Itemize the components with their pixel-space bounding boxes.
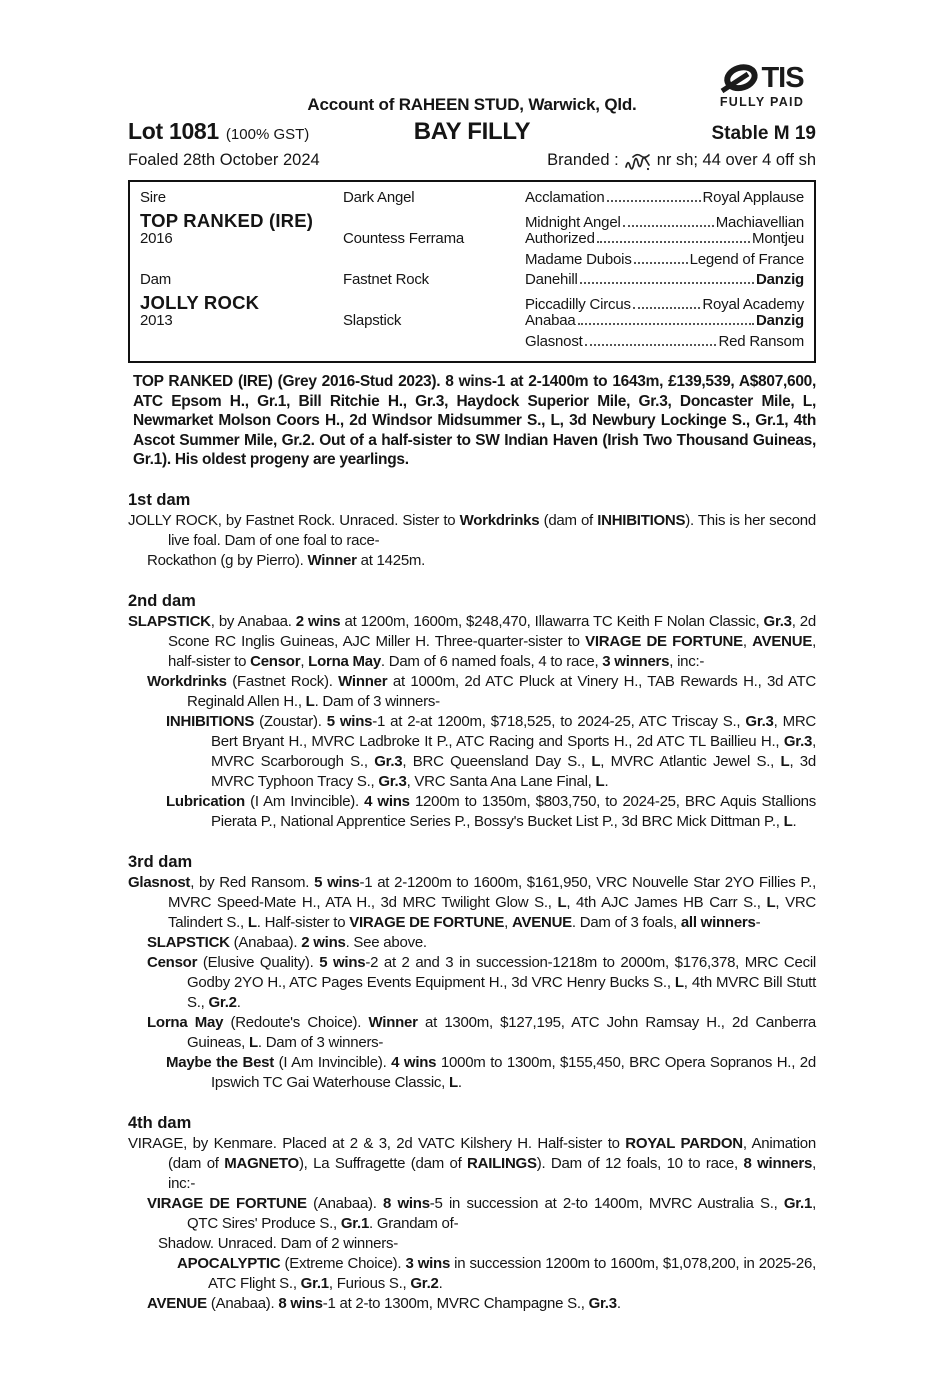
sire-dam-name: Countess Ferrama <box>343 230 465 247</box>
ancestor-name: Royal Academy <box>702 295 804 313</box>
ancestor-name: Anabaa <box>525 312 576 329</box>
dam-heading: 1st dam <box>128 490 191 509</box>
ancestor-name: Montjeu <box>752 230 804 247</box>
pedigree-paragraph: Maybe the Best (I Am Invincible). 4 wins 1000m to 1300m, $155,450, BRC Opera Sopranos H., 2d Ipswich TC Gai Waterhouse Classic, L. <box>166 1053 816 1091</box>
lot-number: Lot 1081 <box>128 118 219 144</box>
sire-sire-name: Dark Angel <box>343 189 415 206</box>
section-4th-dam <box>128 1114 816 1314</box>
ancestor-name: Danzig <box>756 271 804 288</box>
ancestor-name: Machiavellian <box>715 213 804 231</box>
dam-year: 2013 <box>140 312 173 329</box>
pedigree-paragraph: Censor (Elusive Quality). 5 wins-2 at 2 and 3 in succession-1218m to 2000m, $176,378, MRC Cecil Godby 2YO H., ATC Pages Events Equipment H., 3d VRC Henry Bucks S., L, 4th MVRC Bill Stutt S., Gr.2. <box>147 953 816 1011</box>
sire-role-label: Sire <box>140 189 166 206</box>
pedigree-paragraph: Lubrication (I Am Invincible). 4 wins 1200m to 1350m, $803,750, to 2024-25, BRC Aquis Stallions Pierata P., National Apprentice Series P., Bossy's Bucket List P., 3d BRC Mick Dittman P., L. <box>166 792 816 830</box>
pedigree-ancestor-row <box>525 230 804 247</box>
pedigree-paragraph: INHIBITIONS (Zoustar). 5 wins-1 at 2-at 1200m, $718,525, to 2024-25, ATC Triscay S., Gr.3, MRC Bert Bryant H., MVRC Ladbroke It P., ATC Racing and Sports H., 2d ATC TL Baillieu H., Gr.3, MVRC Scarborough S., Gr.3, BRC Queensland Day S., L, MVRC Atlantic Jewel S., L, 3d MVRC Typhoon Tracy S., Gr.3, VRC Santa Ana Lane Final, L. <box>166 712 816 790</box>
ancestor-name: Madame Dubois <box>525 250 632 268</box>
qtis-logo-text: TIS <box>761 61 804 94</box>
qtis-tagline: FULLY PAID <box>719 95 805 109</box>
ancestor-name: Midnight Angel <box>525 213 621 231</box>
ancestor-name: Royal Applause <box>702 189 804 206</box>
foal-row <box>128 151 816 170</box>
pedigree-paragraph: SLAPSTICK, by Anabaa. 2 wins at 1200m, 1600m, $248,470, Illawarra TC Keith F Nolan Classic, Gr.3, 2d Scone RC Inglis Guineas, AJC Miller H. Three-quarter-sister to VIRAGE DE FORTUNE, AVENUE, half-sister to Censor, Lorna May. Dam of 6 named foals, 4 to race, 3 winners, inc:- <box>128 612 816 670</box>
gst-note: (100% GST) <box>225 126 310 143</box>
section-3rd-dam <box>128 853 816 1093</box>
pedigree-paragraph: Workdrinks (Fastnet Rock). Winner at 1000m, 2d ATC Pluck at Vinery H., TAB Rewards H., 3d ATC Reginald Allen H., L. Dam of 3 winners- <box>147 672 817 710</box>
lot-row <box>128 118 816 146</box>
ancestor-name: Authorized <box>525 230 595 247</box>
branded-label: Branded : <box>547 151 619 169</box>
dotted-leader <box>580 282 754 284</box>
stable-number: Stable M 19 <box>711 123 816 144</box>
sire-year: 2016 <box>140 230 173 247</box>
dotted-leader <box>607 200 701 202</box>
branded-info <box>547 151 816 170</box>
pedigree-ancestor-row <box>525 251 804 268</box>
branded-detail: nr sh; 44 over 4 off sh <box>656 151 816 169</box>
dam-dam-name: Slapstick <box>343 312 402 329</box>
dotted-leader <box>633 307 701 309</box>
pedigree-paragraph: VIRAGE, by Kenmare. Placed at 2 & 3, 2d VATC Kilshery H. Half-sister to ROYAL PARDON, Animation (dam of MAGNETO), La Suffragette (dam of RAILINGS). Dam of 12 foals, 10 to race, 8 winners, inc:- <box>128 1134 816 1192</box>
stud-brand-icon <box>624 152 652 171</box>
dam-heading: 2nd dam <box>128 591 196 610</box>
ancestor-name: Danzig <box>756 312 804 329</box>
pedigree-paragraph: AVENUE (Anabaa). 8 wins-1 at 2-to 1300m, MVRC Champagne S., Gr.3. <box>147 1294 621 1312</box>
sire-summary: TOP RANKED (IRE) (Grey 2016-Stud 2023). 8 wins-1 at 2-1400m to 1643m, £139,539, A$807,600, ATC Epsom H., Gr.1, Bill Ritchie H., Gr.3, Haydock Superior Mile, Gr.3, Doncaster Mile, L, Newmarket Molson Coors H., 2d Windsor Midsummer S., L, 3d Newbury Lockinge S., Gr.1, 4th Ascot Summer Mile, Gr.2. Out of a half-sister to SW Indian Haven (Irish Two Thousand Guineas, Gr.1). His oldest progeny are yearlings. <box>133 373 816 468</box>
dotted-leader <box>578 323 755 325</box>
ancestor-name: Danehill <box>525 271 578 288</box>
dam-heading: 4th dam <box>128 1113 192 1132</box>
ancestor-name: Piccadilly Circus <box>525 295 631 313</box>
lot-left <box>128 118 414 145</box>
dam-role-label: Dam <box>140 271 172 288</box>
pedigree-paragraph: Shadow. Unraced. Dam of 2 winners- <box>158 1234 398 1252</box>
ancestor-name: Red Ransom <box>718 332 804 350</box>
dam-sire-name: Fastnet Rock <box>343 271 429 288</box>
ancestor-name: Acclamation <box>525 189 605 206</box>
pedigree-paragraph: VIRAGE DE FORTUNE (Anabaa). 8 wins-5 in succession at 2-to 1400m, MVRC Australia S., Gr.1, QTC Sires' Produce S., Gr.1. Grandam of- <box>147 1194 816 1232</box>
pedigree-ancestor-row <box>525 214 804 231</box>
account-line: Account of RAHEEN STUD, Warwick, Qld. <box>307 95 637 114</box>
catalogue-content <box>128 0 816 1314</box>
dotted-leader <box>597 241 750 243</box>
ancestor-name: Legend of France <box>689 250 804 268</box>
pedigree-paragraph: JOLLY ROCK, by Fastnet Rock. Unraced. Sister to Workdrinks (dam of INHIBITIONS). This is her second live foal. Dam of one foal to race- <box>128 511 816 549</box>
horse-description: BAY FILLY <box>413 118 531 145</box>
pedigree-paragraph: SLAPSTICK (Anabaa). 2 wins. See above. <box>147 933 427 951</box>
section-1st-dam <box>128 491 816 571</box>
pedigree-grid <box>140 189 804 353</box>
pedigree-paragraph: Glasnost, by Red Ransom. 5 wins-1 at 2-1200m to 1600m, $161,950, VRC Nouvelle Star 2YO Fillies P., MVRC Speed-Mate H., ATA H., 3d MRC Twilight Glow S., L, 4th AJC James HB Carr S., L, VRC Talindert S., L. Half-sister to VIRAGE DE FORTUNE, AVENUE. Dam of 3 foals, all winners- <box>128 873 817 931</box>
pedigree-ancestor-row <box>525 296 804 313</box>
foaled-date: Foaled 28th October 2024 <box>128 151 320 169</box>
pedigree-ancestor-row <box>525 189 804 206</box>
pedigree-paragraph: Rockathon (g by Pierro). Winner at 1425m. <box>147 551 426 569</box>
pedigree-table <box>128 180 816 363</box>
dotted-leader <box>585 344 717 346</box>
ancestor-name: Glasnost <box>525 332 583 350</box>
pedigree-ancestor-row <box>525 271 804 288</box>
sire-name: TOP RANKED (IRE) <box>140 209 314 231</box>
dam-name: JOLLY ROCK <box>140 291 260 313</box>
section-2nd-dam <box>128 592 816 832</box>
dam-heading: 3rd dam <box>128 852 193 871</box>
pedigree-ancestor-row <box>525 312 804 329</box>
pedigree-paragraph: APOCALYPTIC (Extreme Choice). 3 wins in succession 1200m to 1600m, $1,078,200, in 2025-26, ATC Flight S., Gr.1, Furious S., Gr.2. <box>177 1254 816 1292</box>
pedigree-paragraph: Lorna May (Redoute's Choice). Winner at 1300m, $127,195, ATC John Ramsay H., 2d Canberra Guineas, L. Dam of 3 winners- <box>147 1013 816 1051</box>
dotted-leader <box>623 225 714 227</box>
pedigree-ancestor-row <box>525 333 804 350</box>
dotted-leader <box>634 262 688 264</box>
